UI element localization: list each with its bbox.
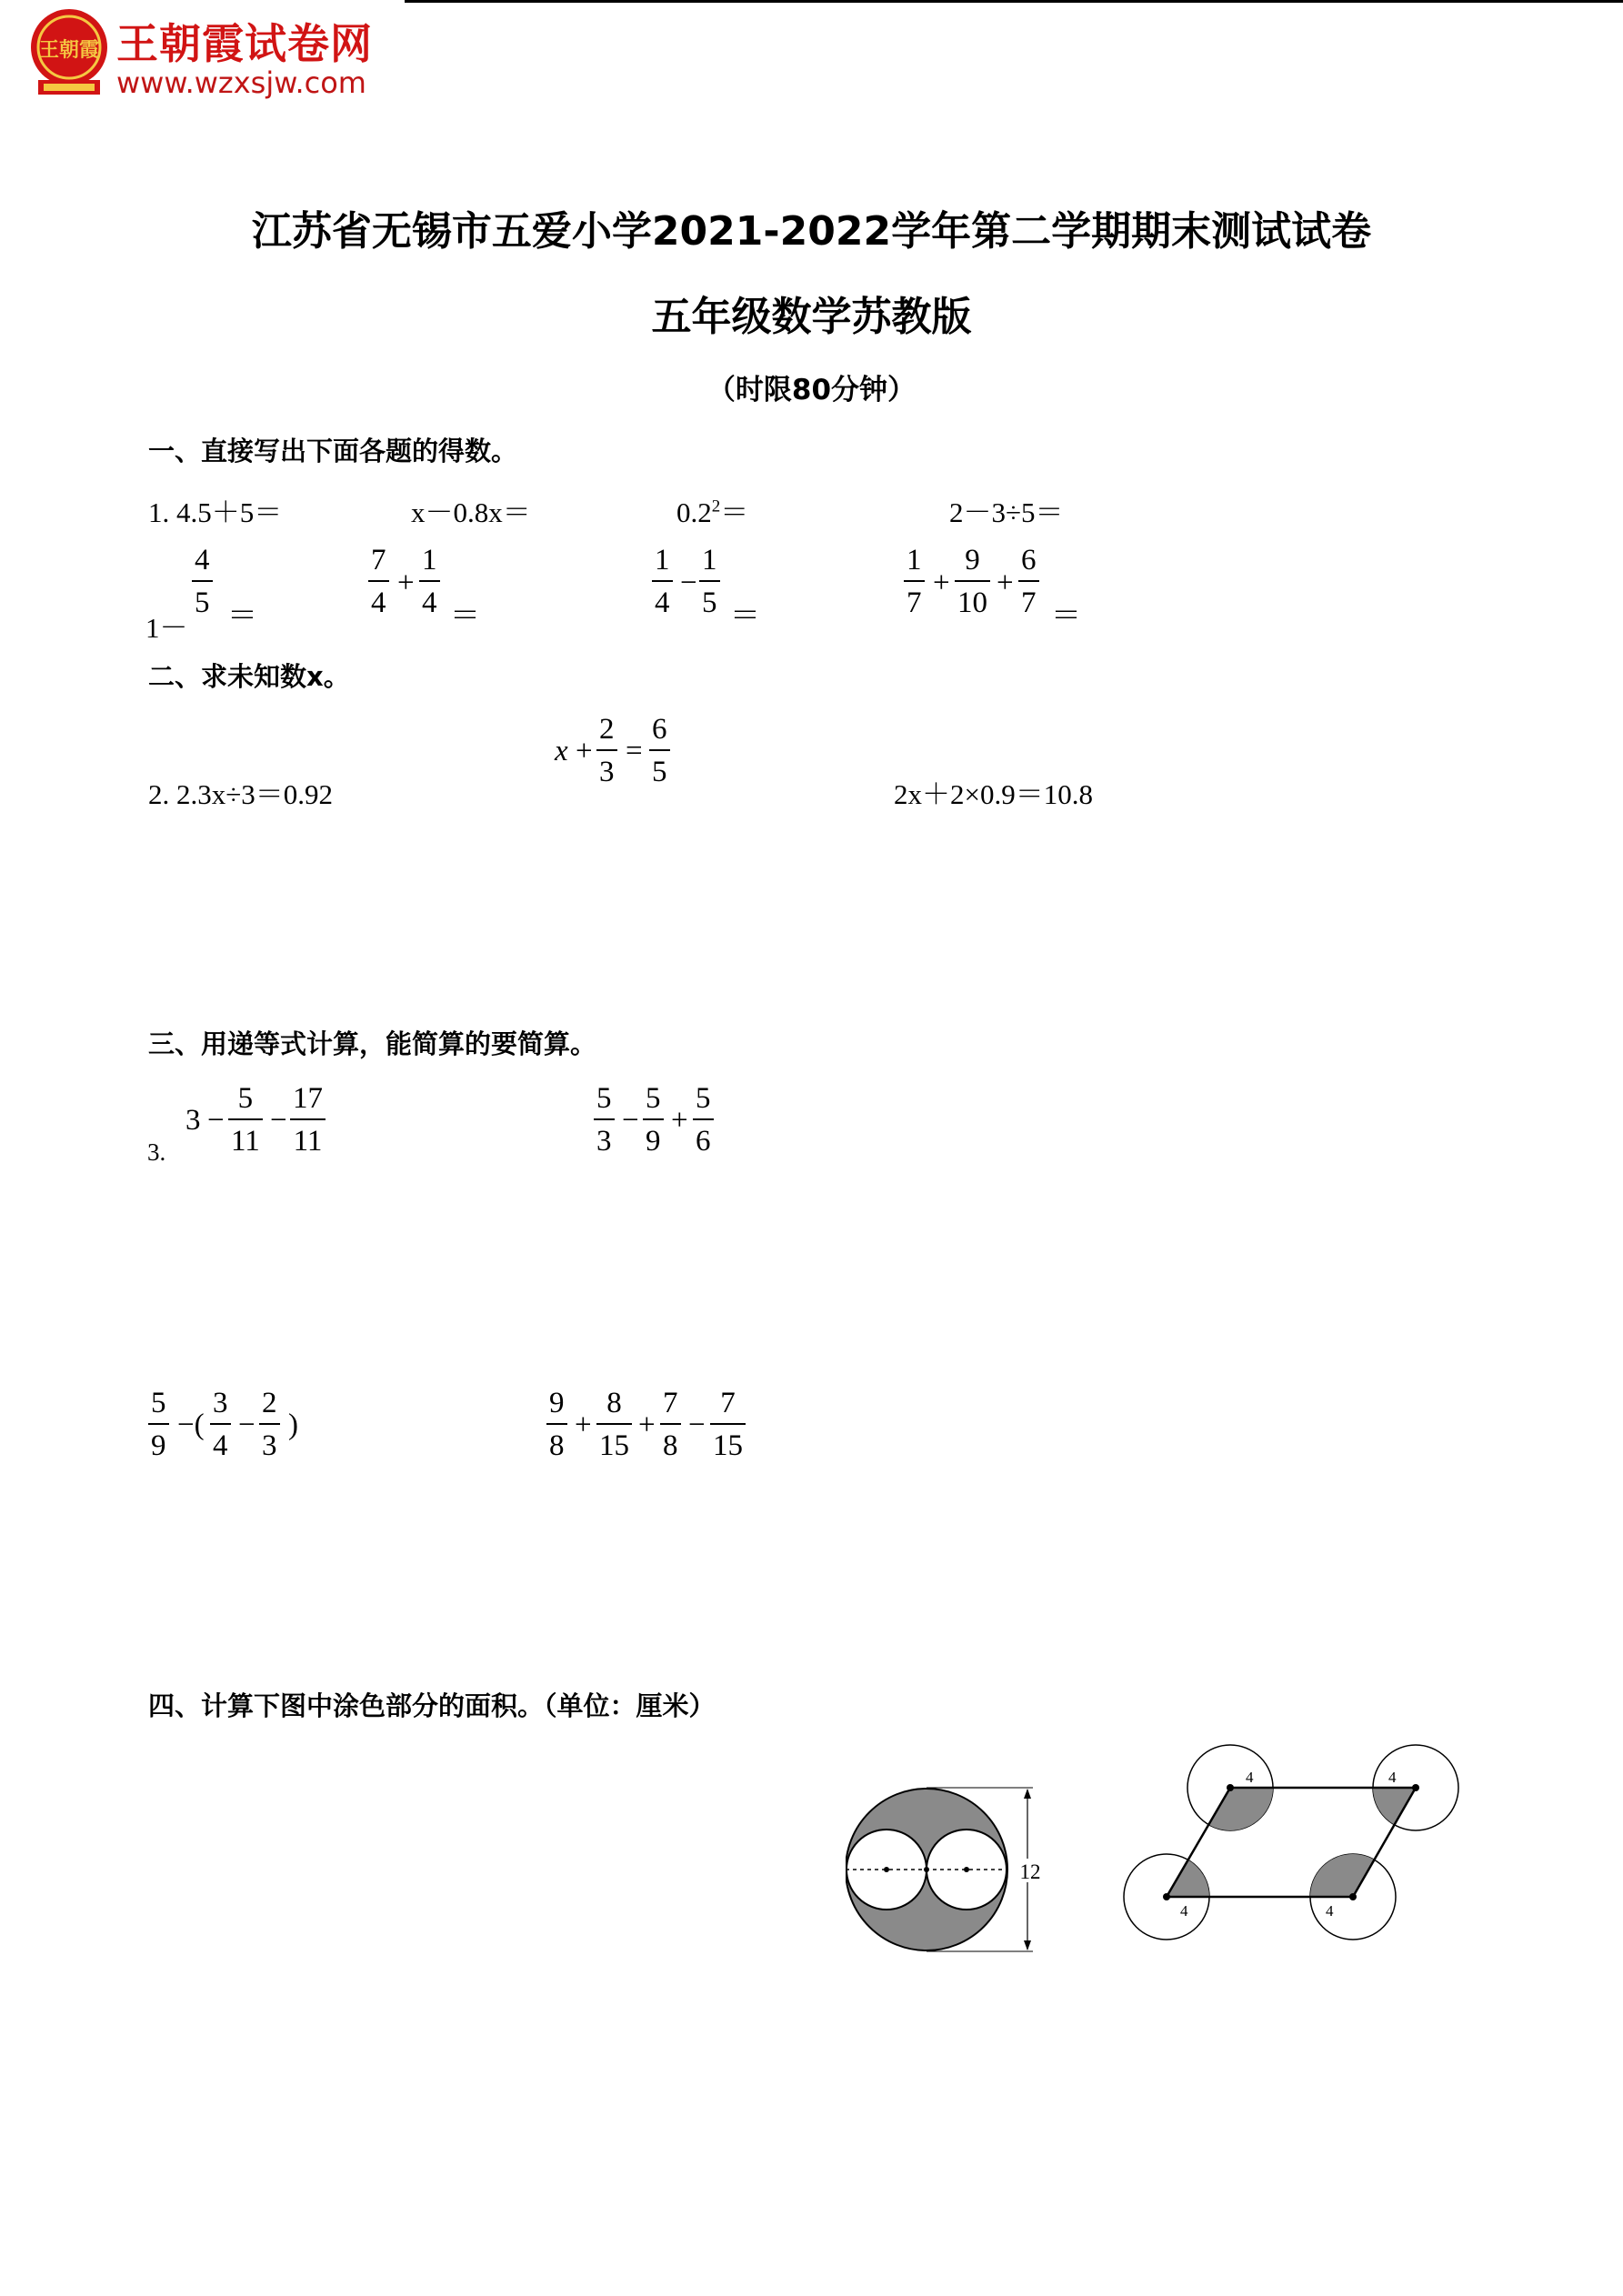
r2d-fraction-3 [1018,546,1039,618]
denominator: 5 [652,756,667,788]
numerator: 5 [594,1084,615,1120]
p4-fraction-3 [660,1389,681,1461]
p4-fraction-2 [596,1389,632,1461]
denominator: 8 [663,1429,678,1462]
r2a-fraction [192,546,213,618]
figure-parallelogram-diagram [1118,1737,1464,1946]
r2b-fraction-1 [368,546,389,618]
r2b-equals: ＝ [450,600,480,633]
numerator: 1 [904,546,925,582]
brand-name: 王朝霞试卷网 [116,19,373,68]
numerator: 2 [596,715,617,751]
p4-op-3: − [688,1409,706,1441]
r2d-fraction-2 [955,546,990,618]
p1-lead: 3 [185,1104,201,1137]
numerator: 1 [652,546,673,582]
r2c-fraction-2 [699,546,720,618]
vertex-dot [1163,1893,1170,1900]
r2a-equals: ＝ [227,600,257,633]
section4-heading: 四、计算下图中涂色部分的面积。（单位：厘米） [148,1690,716,1721]
p3-close: ) [288,1409,298,1441]
r2a-prefix: 1－ [145,612,188,644]
denominator: 3 [599,756,615,788]
p2-op-1: − [622,1104,639,1137]
denominator: 15 [599,1429,629,1462]
denominator: 5 [702,587,717,619]
p2-fraction-1 [594,1084,615,1157]
vertex-dot [1227,1784,1234,1791]
p3-fraction-3 [259,1389,280,1461]
numerator: 1 [699,546,720,582]
r2d-fraction-1 [904,546,925,618]
denominator: 3 [596,1125,612,1158]
r2c-equals: ＝ [730,600,760,633]
eq2-x: x [555,735,568,767]
numerator: 8 [596,1389,632,1425]
numerator: 5 [643,1084,664,1120]
denominator: 4 [213,1429,228,1462]
p3-fraction-2 [210,1389,231,1461]
denominator: 15 [713,1429,743,1462]
denominator: 11 [231,1125,260,1158]
page-title: 江苏省无锡市五爱小学2021-2022学年第二学期期末测试试卷 [251,208,1372,255]
top-rule [405,0,1623,3]
center-dot-middle [924,1867,929,1872]
section3-heading: 三、用递等式计算，能简算的要简算。 [148,1028,597,1059]
p3-fraction-1 [148,1389,169,1461]
r2d-equals: ＝ [1051,600,1081,633]
time-limit: （时限80分钟） [706,374,917,406]
r2b-fraction-2 [419,546,440,618]
numerator: 9 [546,1389,567,1425]
section3-label: 3. [147,1138,166,1166]
radius-label-bottom-left: 4 [1180,1902,1188,1920]
radius-label-top-left: 4 [1246,1769,1254,1786]
denominator: 5 [195,587,210,619]
denominator: 7 [1021,587,1037,619]
denominator: 10 [957,587,987,619]
numerator: 6 [1018,546,1039,582]
denominator: 6 [696,1125,711,1158]
numerator: 9 [955,546,990,582]
q3-text [676,489,748,530]
section2-heading: 二、求未知数x。 [148,661,350,692]
q3-exponent: 2 [711,496,721,516]
brand-logo-icon [25,5,113,100]
numerator: 7 [368,546,389,582]
numerator: 7 [710,1389,746,1425]
eq2-fraction-1 [596,715,617,787]
numerator: 5 [693,1084,714,1120]
eq2-equals: = [626,735,643,767]
brand-url[interactable]: www.wzxsjw.com [116,65,366,100]
dimension-label: 12 [1019,1860,1041,1883]
denominator: 11 [293,1125,323,1158]
p3-op-1: −( [177,1409,205,1441]
radius-label-bottom-right: 4 [1326,1902,1334,1920]
denominator: 7 [907,587,922,619]
denominator: 8 [549,1429,565,1462]
numerator: 4 [192,546,213,582]
eq3-text: 2x＋2×0.9＝10.8 [894,778,1093,810]
denominator: 4 [655,587,670,619]
eq1-text: 2. 2.3x÷3＝0.92 [148,778,334,810]
numerator: 2 [259,1389,280,1425]
r2c-fraction-1 [652,546,673,618]
vertex-dot [1349,1893,1357,1900]
denominator: 4 [422,587,437,619]
q4-text: 2－3÷5＝ [949,496,1064,528]
denominator: 9 [646,1125,661,1158]
q1-text: 1. 4.5＋5＝ [148,496,283,528]
q3-base: 0.2 [676,496,712,528]
dimension-arrow-top [1024,1789,1031,1799]
p1-fraction-2 [290,1084,326,1157]
p2-op-2: + [671,1104,688,1137]
vertex-dot [1412,1784,1419,1791]
denominator: 9 [151,1429,166,1462]
center-dot-left [884,1867,889,1872]
p3-op-2: − [238,1409,255,1441]
p4-op-2: + [638,1409,656,1441]
p1-minus-2: − [270,1104,287,1137]
p4-fraction-1 [546,1389,567,1461]
denominator: 4 [371,587,386,619]
numerator: 7 [660,1389,681,1425]
p1-fraction-1 [228,1084,263,1157]
numerator: 5 [148,1389,169,1425]
eq2-fraction-2 [649,715,670,787]
p4-fraction-4 [710,1389,746,1461]
p4-op-1: + [575,1409,592,1441]
dimension-arrow-bottom [1024,1940,1031,1950]
numerator: 17 [290,1084,326,1120]
r2d-plus-2: + [997,566,1014,599]
p1-minus-1: − [207,1104,225,1137]
radius-label-top-right: 4 [1388,1769,1397,1786]
r2c-minus: − [680,566,697,599]
section1-heading: 一、直接写出下面各题的得数。 [148,436,518,466]
p2-fraction-3 [693,1084,714,1157]
eq2-plus: + [576,735,593,767]
denominator: 3 [262,1429,277,1462]
figure-circle-diagram [846,1782,1055,1964]
center-dot-right [964,1867,969,1872]
r2d-plus-1: + [933,566,950,599]
numerator: 6 [649,715,670,751]
q3-equals: ＝ [720,496,749,528]
page-subtitle: 五年级数学苏教版 [651,294,972,340]
numerator: 5 [228,1084,263,1120]
numerator: 1 [419,546,440,582]
numerator: 3 [210,1389,231,1425]
r2b-plus: + [397,566,415,599]
p2-fraction-2 [643,1084,664,1157]
logo-badge-text: 王朝霞 [38,39,100,62]
q2-text: x－0.8x＝ [411,496,531,528]
